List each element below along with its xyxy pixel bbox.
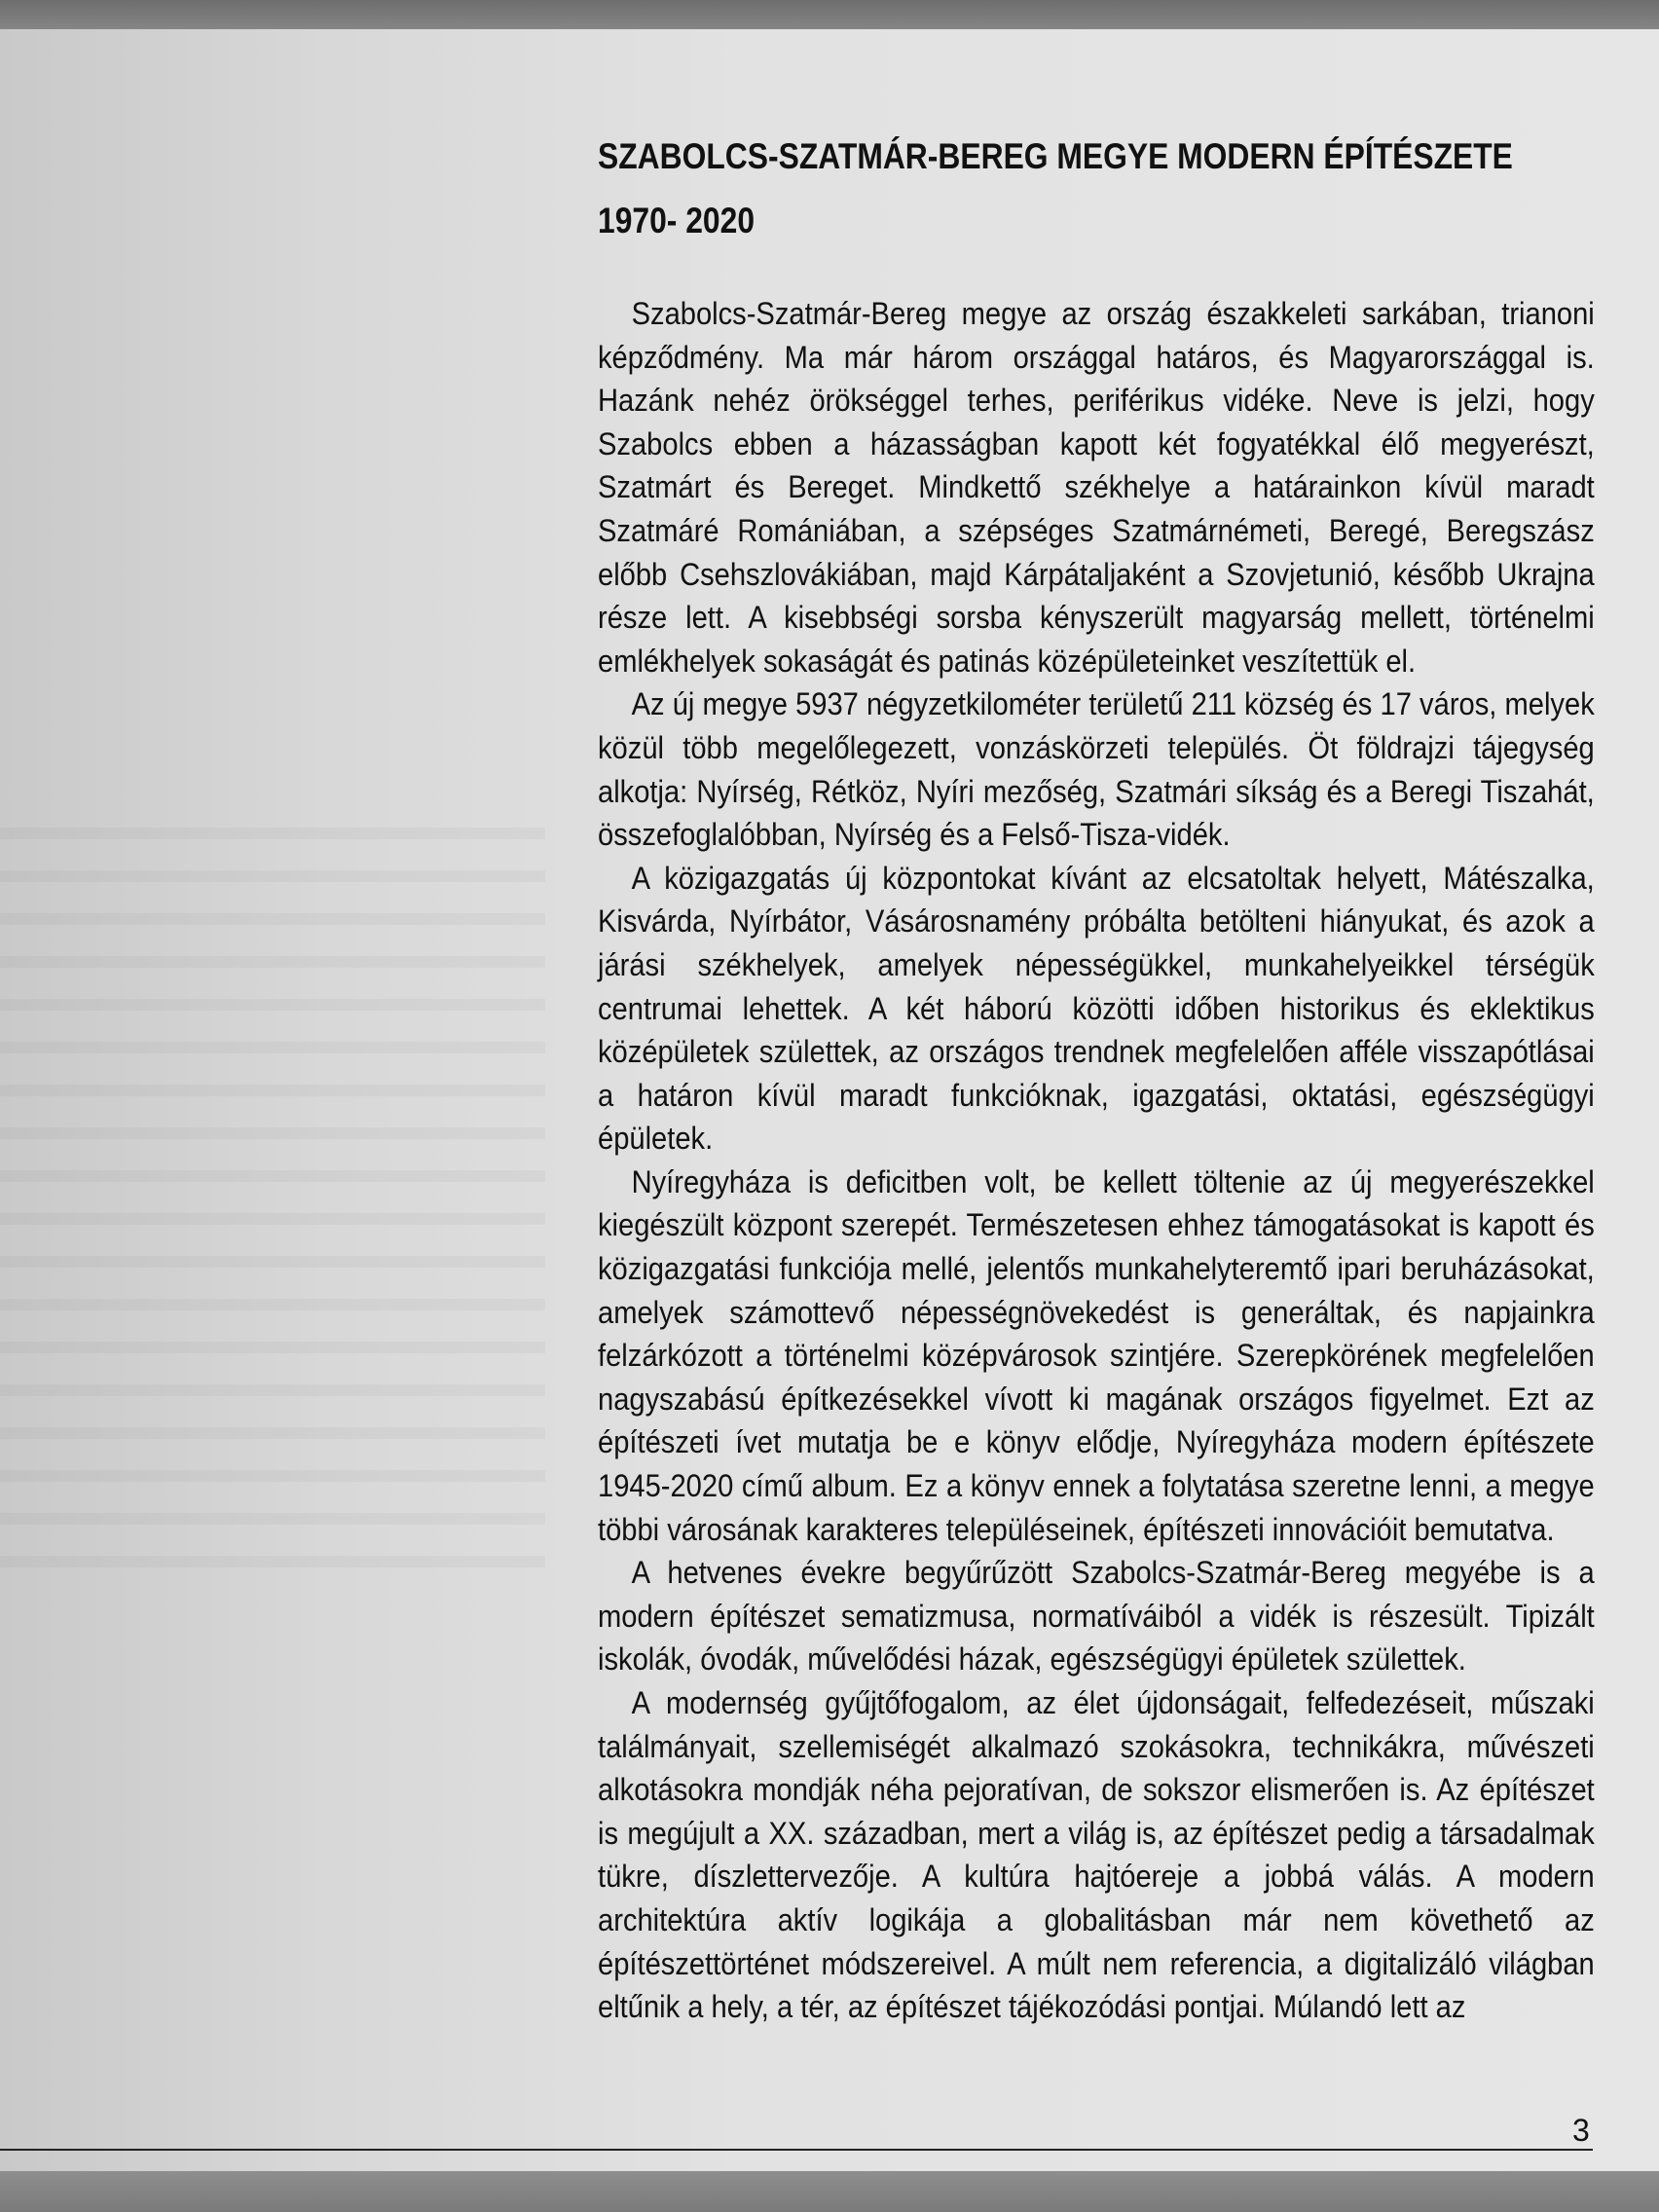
page-title-line-2: 1970- 2020 [598,201,756,240]
paragraph: Nyíregyháza is deficitben volt, be kellett töltenie az új megyerészekkel kiegészült központ szerepét. Természetesen ehhez támogatásokat is kapott és közigazgatási funkciója mellé, jelentős munkahelyteremtő ipari beruházásokat, amelyek számottevő népességnövekedést is generáltak, és napjainkra felzárkózott a történelmi középvárosok szintjére. Szerepkörének megfelelően nagyszabású építkezésekkel vívott ki magának országos figyelmet. Ezt az építészeti ívet mutatja be e könyv elődje, Nyíregyháza modern építészete 1945-2020 című album. Ez a könyv ennek a folytatása szeretne lenni, a megye többi városának karakteres településeinek, építészeti innovációit bemutatva. [598,1163,1595,1547]
page-content [598,125,1595,2029]
paragraph: Szabolcs-Szatmár-Bereg megye az ország északkeleti sarkában, trianoni képződmény. Ma már három országgal határos, és Magyarországgal is. Hazánk nehéz örökséggel terhes, periférikus vidéke. Neve is jelzi, hogy Szabolcs ebben a házasságban kapott két fogyatékkal élő megyerészt, Szatmárt és Bereget. Mindkettő székhelye a határainkon kívül maradt Szatmáré Romániában, a szépséges Szatmárnémeti, Beregé, Beregszász előbb Csehszlovákiában, majd Kárpátaljaként a Szovjetunió, később Ukrajna része lett. A kisebbségi sorsba kényszerült magyarság mellett, történelmi emlékhelyek sokaságát és patinás középületeinket veszítettük el. [598,296,1595,679]
paragraph: A közigazgatás új központokat kívánt az elcsatoltak helyett, Mátészalka, Kisvárda, Nyírbátor, Vásárosnamény próbálta betölteni hiányukat, és azok a járási székhelyek, amelyek népességükkel, munkahelyeikkel térségük centrumai lehettek. A két háború közötti időben historikus és eklektikus középületek születtek, az országos trendnek megfelelően afféle visszapótlásai a határon kívül maradt funkcióknak, igazgatási, oktatási, egészségügyi épületek. [598,860,1595,1157]
paragraph: A hetvenes évekre begyűrűzött Szabolcs-Szatmár-Bereg megyébe is a modern építészet sematizmusa, normatíváiból a vidék is részesült. Tipizált iskolák, óvodák, művelődési házak, egészségügyi épületek születtek. [598,1555,1595,1677]
background-bottom-strip [0,2171,1659,2212]
page-title-line-1: SZABOLCS-SZATMÁR-BEREG MEGYE MODERN ÉPÍTÉSZETE [598,136,1513,176]
show-through-text [0,828,545,1587]
footer-rule [0,2149,1593,2151]
paragraph: A modernség gyűjtőfogalom, az élet újdonságait, felfedezéseit, műszaki találmányait, szellemiségét alkalmazó szokásokra, technikákra, művészeti alkotásokra mondják néha pejoratívan, de sokszor elismerően is. Az építészet is megújult a XX. században, mert a világ is, az építészet pedig a társadalmak tükre, díszlettervezője. A kultúra hajtóereje a jobbá válás. A modern architektúra aktív logikája a globalitásban már nem követhető az építészettörténet módszereivel. A múlt nem referencia, a digitalizáló világban eltűnik a hely, a tér, az építészet tájékozódási pontjai. Múlandó lett az [598,1685,1595,2025]
background-top-strip [0,0,1659,33]
page-number: 3 [1572,2113,1590,2148]
body-text [598,292,1595,2029]
paragraph: Az új megye 5937 négyzetkilométer területű 211 község és 17 város, melyek közül több megelőlegezett, vonzáskörzeti település. Öt földrajzi tájegység alkotja: Nyírség, Rétköz, Nyíri mezőség, Szatmári síkság és a Beregi Tiszahát, összefoglalóbban, Nyírség és a Felső-Tisza-vidék. [598,686,1595,853]
